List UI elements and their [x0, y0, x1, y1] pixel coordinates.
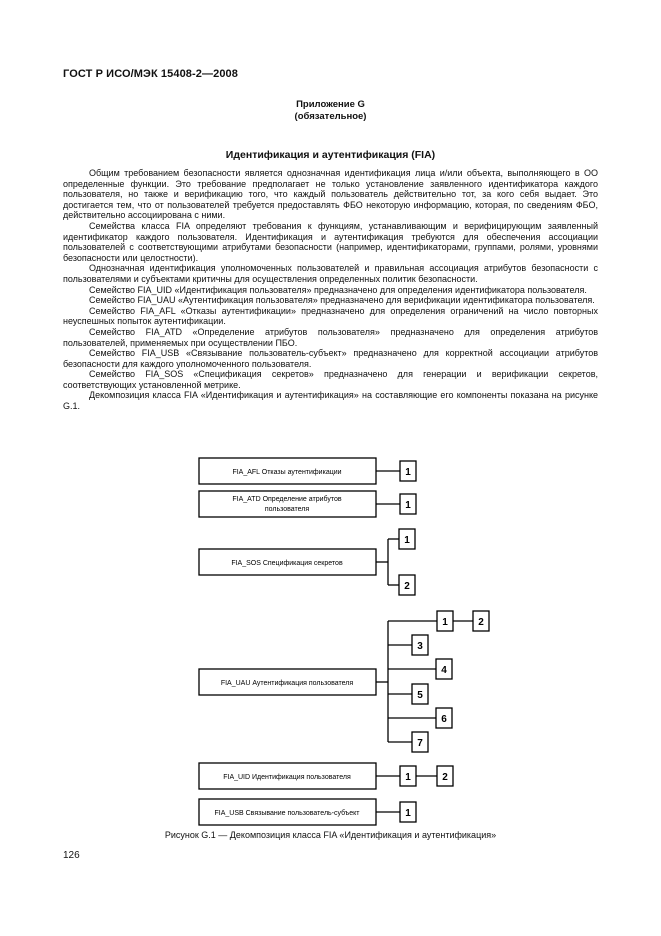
paragraph: Семейство FIA_UID «Идентификация пользователя» предназначено для определения идентификатора пользователя.: [89, 284, 587, 295]
paragraph: Семейство FIA_SOS «Спецификация секретов» предназначено для генерации и верификации секретов, соответствующих установленной метрике.: [63, 369, 598, 390]
paragraph: Семейство FIA_ATD «Определение атрибутов пользователя» предназначено для определения атрибутов пользователей, применяемых при осуществлении ПБО.: [63, 326, 598, 348]
component-number: 1: [442, 617, 448, 628]
component-number: 2: [478, 617, 484, 628]
section-title: Идентификация и аутентификация (FIA): [225, 149, 436, 161]
component-number: 6: [441, 714, 447, 725]
paragraph: Семейство FIA_USB «Связывание пользователь-субъект» предназначено для корректной ассоциации атрибутов безопасности для каждого уполномоченного пользователя.: [63, 348, 598, 369]
paragraph: Семейство FIA_UAU «Аутентификация пользователя» предназначено для верификации идентификатора пользователя.: [89, 295, 595, 306]
family-label-fia-sos: FIA_SOS Спецификация секретов: [231, 560, 343, 567]
component-number: 1: [404, 535, 410, 546]
page-number: 126: [63, 850, 80, 861]
component-number: 7: [417, 738, 423, 749]
component-number: 1: [405, 772, 411, 783]
component-number: 2: [442, 772, 448, 783]
component-number: 4: [441, 665, 447, 676]
appendix-title: Приложение G: [296, 99, 365, 110]
component-number: 2: [404, 581, 410, 592]
family-label-fia-atd-line2: пользователя: [264, 506, 310, 513]
paragraph: Однозначная идентификация уполномоченных пользователей и правильная ассоциация атрибутов безопасности с пользователями и субъектами критичны для осуществления определенных политик безопасности.: [63, 263, 598, 284]
paragraph: Семейство FIA_AFL «Отказы аутентификации» предназначено для определения ограничений на число повторных неуспешных попыток аутентификации.: [63, 305, 598, 327]
component-number: 3: [417, 641, 423, 652]
document-header: ГОСТ Р ИСО/МЭК 15408-2—2008: [63, 68, 238, 80]
component-number: 1: [405, 467, 411, 478]
family-label-fia-afl: FIA_AFL Отказы аутентификации: [232, 469, 342, 476]
component-number: 5: [417, 690, 423, 701]
family-box-fia-atd: [199, 491, 376, 517]
family-label-fia-uid: FIA_UID Идентификация пользователя: [223, 774, 351, 781]
paragraph: Декомпозиция класса FIA «Идентификация и аутентификация» на составляющие его компоненты показана на рисунке G.1.: [63, 390, 598, 412]
paragraph: Семейства класса FIA определяют требования к функциям, устанавливающим и верифицирующим заявленный идентификатор каждого пользователя. Идентификация и аутентификация требуются для обеспечения ассоциации пользователей с соответствующими атрибутами безопасности (например, идентификаторами, группами, ролями, уровнями безопасности или целостности).: [63, 220, 598, 263]
figure-caption: Рисунок G.1 — Декомпозиция класса FIA «Идентификация и аутентификация»: [164, 830, 497, 840]
paragraph: Общим требованием безопасности является однозначная идентификация лица и/или объекта, выполняющего в ОО определенные функции. Это требование предполагает не только установление заявленного идентификатора каждого пользователя, но также и верификацию того, что каждый пользователь действительно тот, за кого себя выдает. Это достигается тем, что от пользователей требуется предоставлять ФБО некоторую информацию, которая, по сведениям ФБО, действительно ассоциирована с ними.: [63, 168, 598, 221]
component-number: 1: [405, 808, 411, 819]
appendix-subtitle: (обязательное): [294, 111, 367, 122]
family-label-fia-uau: FIA_UAU Аутентификация пользователя: [220, 680, 354, 687]
family-label-fia-usb: FIA_USB Связывание пользователь-субъект: [214, 810, 360, 817]
family-label-fia-atd-line1: FIA_ATD Определение атрибутов: [232, 496, 342, 503]
component-number: 1: [405, 500, 411, 511]
